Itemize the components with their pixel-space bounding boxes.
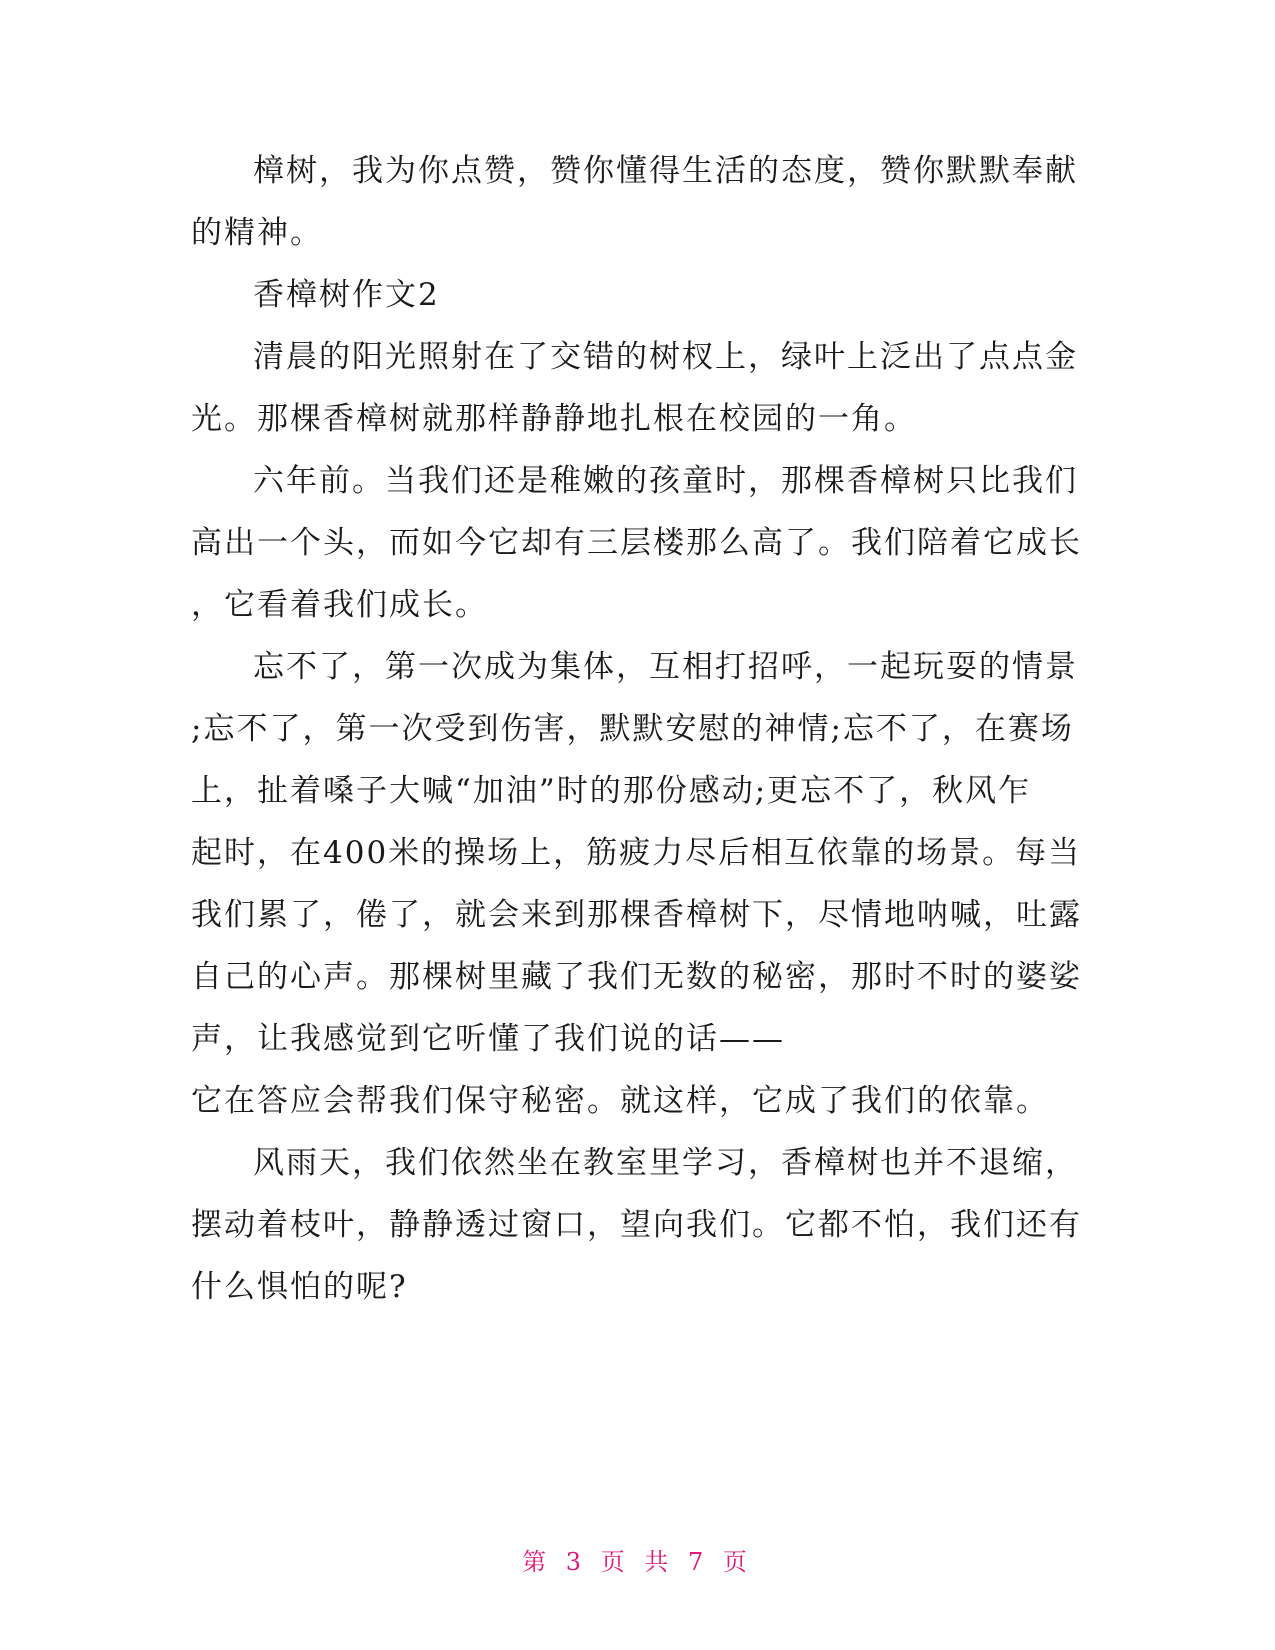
text-line: 我们累了，倦了，就会来到那棵香樟树下，尽情地呐喊，吐露 — [191, 897, 1082, 933]
text-line: 风雨天，我们依然坐在教室里学习，香樟树也并不退缩， — [253, 1145, 1078, 1181]
text-line: 起时，在400米的操场上，筋疲力尽后相互依靠的场景。每当 — [191, 835, 1082, 871]
text-line: ，它看着我们成长。 — [191, 587, 488, 623]
text-line: 光。那棵香樟树就那样静静地扎根在校园的一角。 — [191, 401, 917, 437]
section-heading: 香樟树作文2 — [253, 277, 440, 313]
page-number-footer: 第 3 页 共 7 页 — [522, 1548, 753, 1576]
text-line: 樟树，我为你点赞，赞你懂得生活的态度，赞你默默奉献 — [253, 153, 1078, 189]
text-line: 声，让我感觉到它听懂了我们说的话—— — [191, 1021, 785, 1057]
text-line: 什么惧怕的呢? — [191, 1269, 408, 1305]
text-line: 高出一个头，而如今它却有三层楼那么高了。我们陪着它成长 — [191, 525, 1082, 561]
text-line: 摆动着枝叶，静静透过窗口，望向我们。它都不怕，我们还有 — [191, 1207, 1082, 1243]
text-line: 它在答应会帮我们保守秘密。就这样，它成了我们的依靠。 — [191, 1083, 1049, 1119]
text-line: 清晨的阳光照射在了交错的树杈上，绿叶上泛出了点点金 — [253, 339, 1078, 375]
text-line: 上，扯着嗓子大喊“加油”时的那份感动;更忘不了，秋风乍 — [191, 773, 1032, 809]
text-line: ;忘不了，第一次受到伤害，默默安慰的神情;忘不了，在赛场 — [191, 711, 1074, 747]
text-line: 六年前。当我们还是稚嫩的孩童时，那棵香樟树只比我们 — [253, 463, 1078, 499]
text-line: 的精神。 — [191, 215, 323, 251]
text-line: 忘不了，第一次成为集体，互相打招呼，一起玩耍的情景 — [253, 649, 1078, 685]
text-line: 自己的心声。那棵树里藏了我们无数的秘密，那时不时的婆娑 — [191, 959, 1082, 995]
document-body — [191, 140, 1091, 1318]
